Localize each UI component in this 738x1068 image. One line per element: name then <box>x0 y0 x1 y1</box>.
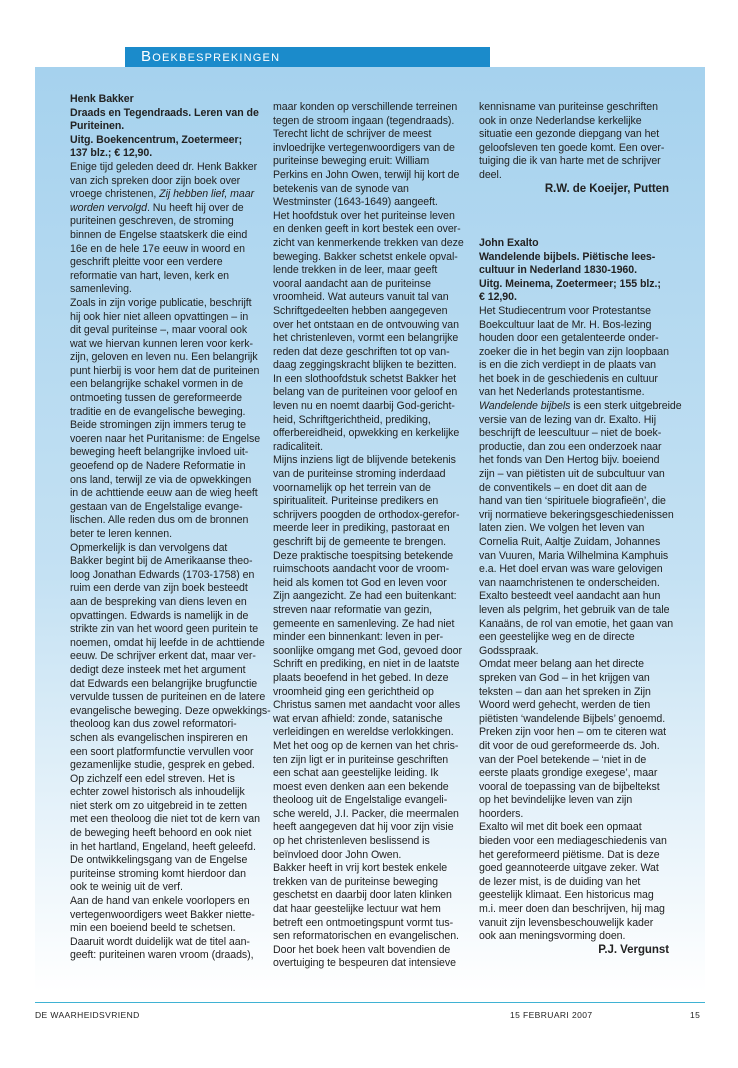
text-line: plaats beoefend in het gebed. In deze <box>273 671 449 684</box>
text-segment: vroege christenen, <box>70 188 160 201</box>
text-line: dat haar geestelijke lectuur wat hem <box>273 903 441 916</box>
text-line: Exalto wil met dit boek een opmaat <box>479 821 642 834</box>
text-line: het christenleven, vormt een belangrijke <box>273 332 459 345</box>
text-line: opvattingen. Edwards is namelijk in de <box>70 609 249 622</box>
text-line: van de puriteinse stroming inderdaad <box>273 468 446 481</box>
text-line: tegen de stroom ingaan (tegendraads). <box>273 114 455 127</box>
text-line: hand van tien ‘spirituele biografieën’, die <box>479 495 666 508</box>
text-line: Omdat meer belang aan het directe <box>479 658 645 671</box>
text-line: een schat aan geestelijke leiding. Ik <box>273 767 439 780</box>
text-line: versie van de lezing van dr. Exalto. Hij <box>479 413 657 426</box>
text-line: zoeker die in het begin van zijn loopbaan <box>479 345 669 358</box>
text-line: ook te weinig uit de verf. <box>70 881 183 894</box>
text-line: vroomheid ging een gerichtheid op <box>273 685 434 698</box>
footer-page-number: 15 <box>690 1010 701 1020</box>
text-line: ons land, terwijl ze via de opwekkingen <box>70 473 252 486</box>
text-line: dedigt deze insteek met het argument <box>70 663 246 676</box>
text-line: voornamelijk op het terrein van de <box>273 481 431 494</box>
text-line: Woord werd gehecht, werden de tien <box>479 699 651 712</box>
text-line: Het hoofdstuk over het puriteinse leven <box>273 209 455 222</box>
text-line: Exalto besteedt veel aandacht aan hun <box>479 590 661 603</box>
text-line: is en die zich verdiept in de plaats van <box>479 359 657 372</box>
book-heading-line: Wandelende bijbels. Piëtische lees- <box>479 250 656 263</box>
text-line: Beide stromingen zijn immers terug te <box>70 419 246 432</box>
text-line: puriteinse beweging eruit: William <box>273 155 430 168</box>
text-line: meerde leer in prediking, pastoraat en <box>273 522 450 535</box>
text-line: Op zichzelf een edel streven. Het is <box>70 772 235 785</box>
column-2-review-bakker-continued <box>273 101 473 971</box>
text-line: vooral de toepassing van de bijbeltekst <box>479 780 660 793</box>
text-line: beïnvloed door John Owen. <box>273 848 402 861</box>
text-line: sche wereld, J.I. Packer, die meermalen <box>273 807 459 820</box>
text-line: daag zeggingskracht blijken te bezitten. <box>273 359 457 372</box>
text-line: aan de bespreking van diens leven en <box>70 595 247 608</box>
text-line: voeren naar het Puritanisme: de Engelse <box>70 432 261 445</box>
text-line: het gereformeerd piëtisme. Dat is deze <box>479 848 660 861</box>
text-line: van naamchristenen te onderscheiden. <box>479 576 660 589</box>
text-line: Westminster (1643-1649) aangeeft. <box>273 196 438 209</box>
text-line: en denken geeft in kort bestek een over- <box>273 223 461 236</box>
section-header-bar <box>125 47 490 67</box>
text-line: Aan de hand van enkele voorlopers en <box>70 895 250 908</box>
text-line: spreken van God – in het krijgen van <box>479 671 650 684</box>
text-line: ontmoeting tussen de gereformeerde <box>70 392 243 405</box>
text-line: Het Studiecentrum voor Protestantse <box>479 304 651 317</box>
text-line: offerbereidheid, opwekking en kerkelijke <box>273 427 460 440</box>
text-line: leven als pelgrim, het gebruik van de tale <box>479 603 670 616</box>
text-line: min een boeiend beeld te schetsen. <box>70 922 236 935</box>
text-line: eeuw. De schrijver erkent dat, maar ver- <box>70 650 256 663</box>
text-line: Terecht licht de schrijver de meest <box>273 128 432 141</box>
text-line: wat we hiervan kunnen leren voor kerk- <box>70 337 253 350</box>
text-line: situatie een gezonde diepgang van het <box>479 128 660 141</box>
text-line: beweging. Bakker schetst enkele opval- <box>273 250 458 263</box>
text-line: van het Nederlands protestantisme. <box>479 386 645 399</box>
text-line: vertegenwoordigers weet Bakker niette- <box>70 908 255 921</box>
text-line: puriteinen geschreven, de stroming <box>70 215 234 228</box>
text-line: puriteinse stroming komt hierdoor dan <box>70 867 246 880</box>
text-line: ten zijn ligt er in puriteinse geschriften <box>273 753 449 766</box>
text-line: een geestelijke weg en de directe <box>479 631 635 644</box>
text-line: e.a. Het doel ervan was ware gelovigen <box>479 563 663 576</box>
text-line: echter zowel historisch als inhoudelijk <box>70 786 245 799</box>
text-line: geschrift bij de gemeente te brengen. <box>273 536 447 548</box>
text-line: vooral aandacht aan de puriteinse <box>273 277 431 290</box>
text-line: Preken zijn voor hen – om te citeren wat <box>479 726 667 739</box>
text-line: vanuit zijn levensbeschouwelijk kader <box>479 916 654 929</box>
text-line: niet sterk om zo uitgebreid in te zetten <box>70 799 248 812</box>
text-line: de lezer mist, is de duiding van het <box>479 875 641 888</box>
text-line: punt hierbij is voor hem dat de puriteinen <box>70 364 260 377</box>
text-line: ook in onze Nederlandse kerkelijke <box>479 114 642 127</box>
reviewer-signature: P.J. Vergunst <box>598 943 669 956</box>
text-line: vroomheid. Wat auteurs vanuit tal van <box>273 291 449 304</box>
text-line: dat Edwards een belangrijke brugfunctie <box>70 677 258 690</box>
text-line <box>479 400 682 414</box>
text-line: zijn – van piëtisten uit de subcultuur van <box>479 468 665 481</box>
text-line: strikte zin van het woord geen puritein te <box>70 623 259 636</box>
book-heading-line: John Exalto <box>479 236 539 249</box>
text-line: leven nu en noemt daarbij God-gericht- <box>273 400 455 413</box>
text-line: evangelische beweging. Deze opwekkings- <box>70 704 271 717</box>
text-line: productie, dan zou een onderzoek naar <box>479 440 662 453</box>
text-line: piëtisten ‘wandelende Bijbels’ genoemd. <box>479 712 666 725</box>
text-line: Perkins en John Owen, terwijl hij kort de <box>273 168 460 181</box>
text-line: Schrift en prediking, en niet in de laatste <box>273 658 460 671</box>
text-line: Enige tijd geleden deed dr. Henk Bakker <box>70 160 258 173</box>
text-line: traditie en de evangelische beweging. <box>70 405 246 418</box>
text-line: een soort platformfunctie vervullen voor <box>70 745 254 758</box>
text-line: op het christenleven beslissend is <box>273 835 430 848</box>
text-line: loog Jonathan Edwards (1703-1758) en <box>70 568 255 581</box>
text-line: overtuiging te bespeuren dat intensieve <box>273 957 456 970</box>
text-line: geschetst en daarbij door laten klinken <box>273 889 452 902</box>
text-line: lischen. Alle reden dus om de bronnen <box>70 514 249 527</box>
text-line: De ontwikkelingsgang van de Engelse <box>70 854 248 867</box>
text-line: ruimschoots aandacht voor de vroom- <box>273 563 450 576</box>
text-line: Opmerkelijk is dan vervolgens dat <box>70 541 228 554</box>
text-line: over het ontstaan en de ontvouwing van <box>273 318 459 331</box>
spacer <box>479 210 679 224</box>
text-line: spiritualiteit. Puriteinse predikers en <box>273 495 439 508</box>
book-heading-line: Draads en Tegendraads. Leren van de <box>70 106 259 119</box>
text-line: gemeente en samenleving. Ze had niet <box>273 617 455 630</box>
reviewer-signature: R.W. de Koeijer, Putten <box>544 182 669 195</box>
footer-divider <box>35 1002 705 1003</box>
column-1-review-bakker <box>70 93 270 963</box>
section-title: Boekbesprekingen <box>141 48 281 65</box>
text-line: maar konden op verschillende terreinen <box>273 101 458 113</box>
text-line: heid als komen tot God en leven voor <box>273 576 447 589</box>
text-line: geeft: puriteinen waren vroom (draads), <box>70 949 254 962</box>
text-line: bieden voor een mediageschiedenis van <box>479 835 667 848</box>
text-line: de conventikels – en doet dit aan de <box>479 481 647 494</box>
text-line: zicht van kenmerkende trekken van deze <box>273 236 464 249</box>
text-line: radicaliteit. <box>273 440 323 453</box>
text-line: heid, Schriftgerichtheid, prediking, <box>273 413 431 426</box>
text-line: ook aan meningsvorming doen. <box>479 930 626 943</box>
text-line: schen als evangelischen inspireren en <box>70 731 248 744</box>
text-line: vrij normatieve bekeringsgeschiedenissen <box>479 508 674 521</box>
text-line: betreft een ontmoetingspunt vormt tus- <box>273 916 454 929</box>
text-line: dit voor de oud gereformeerde ds. Joh. <box>479 739 660 752</box>
italic-title: worden vervolgd <box>70 201 147 214</box>
italic-title: Wandelende bijbels <box>479 400 571 413</box>
text-line: moest even denken aan een bekende <box>273 780 449 793</box>
text-segment: . Nu heeft hij over de <box>146 201 244 214</box>
book-heading-line: Uitg. Meinema, Zoetermeer; 155 blz.; <box>479 277 661 290</box>
text-line: Bakker heeft in vrij kort bestek enkele <box>273 862 448 875</box>
text-line: betekenis van de synode van <box>273 182 409 195</box>
text-line: gestaan van de Engelstalige evange- <box>70 500 243 513</box>
text-line: Deze praktische toespitsing betekende <box>273 549 454 562</box>
text-line: dit geval puriteinse –, maar vooral ook <box>70 324 248 337</box>
text-line: geschrift pleitte voor een verdere <box>70 256 223 269</box>
text-line: invloedrijke vertegenwoordigers van de <box>273 141 455 154</box>
text-line: van zich spreken door zijn boek over <box>70 174 241 187</box>
text-line: Bakker begint bij de Amerikaanse theo- <box>70 555 253 568</box>
text-line: sen reformatorischen en evangelischen. <box>273 930 459 943</box>
text-line: binnen de Engelse staatskerk die eind <box>70 228 248 241</box>
text-segment: is een sterk uitgebreide <box>570 400 682 413</box>
text-line: beschrijft de leescultuur – niet de boek- <box>479 427 662 440</box>
text-line: theoloog uit de Engelstalige evangeli- <box>273 794 448 807</box>
text-line: Zijn aangezicht. Ze had een buitenkant: <box>273 590 457 603</box>
spacer <box>479 223 679 237</box>
text-line: Mijns inziens ligt de blijvende betekenis <box>273 454 456 467</box>
text-line: met een theoloog die niet tot de kern van <box>70 813 260 826</box>
book-heading-line: Henk Bakker <box>70 93 134 105</box>
text-line: goed geannoteerde uitgave zeker. Wat <box>479 862 659 875</box>
text-line: de beweging heeft behoord en ook niet <box>70 827 252 840</box>
text-line: van der Poel betekende – ‘niet in de <box>479 753 647 766</box>
text-line: geloofsleven ten goede komt. Een over- <box>479 141 665 154</box>
text-line: eerste plaats grondige exegese’, maar <box>479 767 658 780</box>
text-line: hij ook hier niet alleen opvattingen – in <box>70 310 249 323</box>
text-line: Zoals in zijn vorige publicatie, beschrijft <box>70 296 252 309</box>
text-line: zijn, geloven en leven nu. Een belangrijk <box>70 351 258 364</box>
text-line: tuiging die ik van harte met de schrijver <box>479 155 661 168</box>
text-line <box>70 202 270 216</box>
text-line: teksten – dan aan het spreken in Zijn <box>479 685 651 698</box>
text-line: laten zien. We volgen het leven van <box>479 522 645 535</box>
column-3-review-exalto <box>479 101 682 957</box>
text-line: in de achttiende eeuw aan de wieg heeft <box>70 487 258 500</box>
text-line: heeft aangegeven dat hij voor zijn visie <box>273 821 454 834</box>
text-line: gezamenlijke studie, gesprek en gebed. <box>70 759 255 772</box>
text-line: noemen, omdat hij leefde in de achttiende <box>70 636 265 649</box>
text-line: een belangrijke schakel vormen in de <box>70 378 244 391</box>
footer-date: 15 FEBRUARI 2007 <box>510 1010 593 1020</box>
text-line: op het bevindelijke leven van zijn <box>479 794 633 807</box>
text-line: Door het boek heen valt bovendien de <box>273 943 451 956</box>
text-line: Boekcultuur laat de Mr. H. Bos-lezing <box>479 318 652 331</box>
text-line: Godsspraak. <box>479 644 539 657</box>
text-line: soonlijke omgang met God, gevoed door <box>273 644 462 657</box>
text-line: reformatie van hart, leven, kerk en <box>70 269 229 282</box>
text-line: belang van de puriteinen voor geloof en <box>273 386 458 399</box>
text-line: beter te leren kennen. <box>70 528 172 540</box>
text-line: samenleving. <box>70 283 132 296</box>
footer-publication: DE WAARHEIDSVRIEND <box>35 1010 140 1020</box>
text-line: Christus samen met aandacht voor alles <box>273 699 461 712</box>
text-line: houden door een getalenteerde onder- <box>479 332 659 345</box>
text-line: Schriftgedeelten hebben aangegeven <box>273 304 448 317</box>
spacer <box>479 196 679 210</box>
text-line: streven naar reformatie van gezin, <box>273 603 433 616</box>
text-line: Cornelia Ruit, Aaltje Zuidam, Johannes <box>479 536 661 548</box>
book-heading-line: cultuur in Nederland 1830-1960. <box>479 264 638 277</box>
text-line: het fonds van Den Hertog bijv. boeiend <box>479 454 660 467</box>
text-line: lende trekken in de leer, maar geeft <box>273 264 438 277</box>
text-line: van Vuuren, Maria Wilhelmina Kamphuis <box>479 549 669 562</box>
text-line: schrijvers poogden de orthodox-gerefor- <box>273 508 460 521</box>
text-line: verleidingen en wereldse verlokkingen. <box>273 726 454 739</box>
text-line: vervulde tussen de puriteinen en de latere <box>70 691 266 704</box>
text-line: beweging heeft belangrijke invloed uit- <box>70 446 249 459</box>
text-line <box>70 188 270 202</box>
text-line: 16e en de hele 17e eeuw in woord en <box>70 242 245 255</box>
text-line: theoloog kan dus zowel reformatori- <box>70 718 237 731</box>
text-line: Daaruit wordt duidelijk wat de titel aan- <box>70 935 250 948</box>
text-line: geestelijk klimaat. Een historicus mag <box>479 889 654 902</box>
text-line: wat ervan afhield: zonde, satanische <box>273 712 443 725</box>
italic-title: Zij hebben lief, maar <box>159 188 255 201</box>
text-line: deel. <box>479 168 502 181</box>
text-line: kennisname van puriteinse geschriften <box>479 101 658 113</box>
book-heading-line: Puriteinen. <box>70 120 125 133</box>
text-line: Met het oog op de kernen van het chris- <box>273 739 459 752</box>
text-line: Kanaäns, de rol van emotie, het gaan van <box>479 617 674 630</box>
text-line: m.i. meer doen dan beschrijven, hij mag <box>479 903 665 916</box>
text-line: reden dat deze geschriften tot op van- <box>273 345 450 358</box>
text-line: trekken van de puriteinse beweging <box>273 875 438 888</box>
text-line: in het hartland, Engeland, heeft geleefd. <box>70 840 256 853</box>
book-heading-line: 137 blz.; € 12,90. <box>70 147 153 160</box>
text-line: het boek in de geschiedenis en cultuur <box>479 372 658 385</box>
text-line: hoorders. <box>479 807 524 820</box>
book-heading-line: € 12,90. <box>479 291 517 304</box>
text-line: geoefend op de Nadere Reformatie in <box>70 460 246 473</box>
text-line: ruim een derde van zijn boek besteedt <box>70 582 248 595</box>
text-line: minder een binnenkant: leven in per- <box>273 631 444 644</box>
text-line: In een slothoofdstuk schetst Bakker het <box>273 372 456 385</box>
book-heading-line: Uitg. Boekencentrum, Zoetermeer; <box>70 133 243 146</box>
